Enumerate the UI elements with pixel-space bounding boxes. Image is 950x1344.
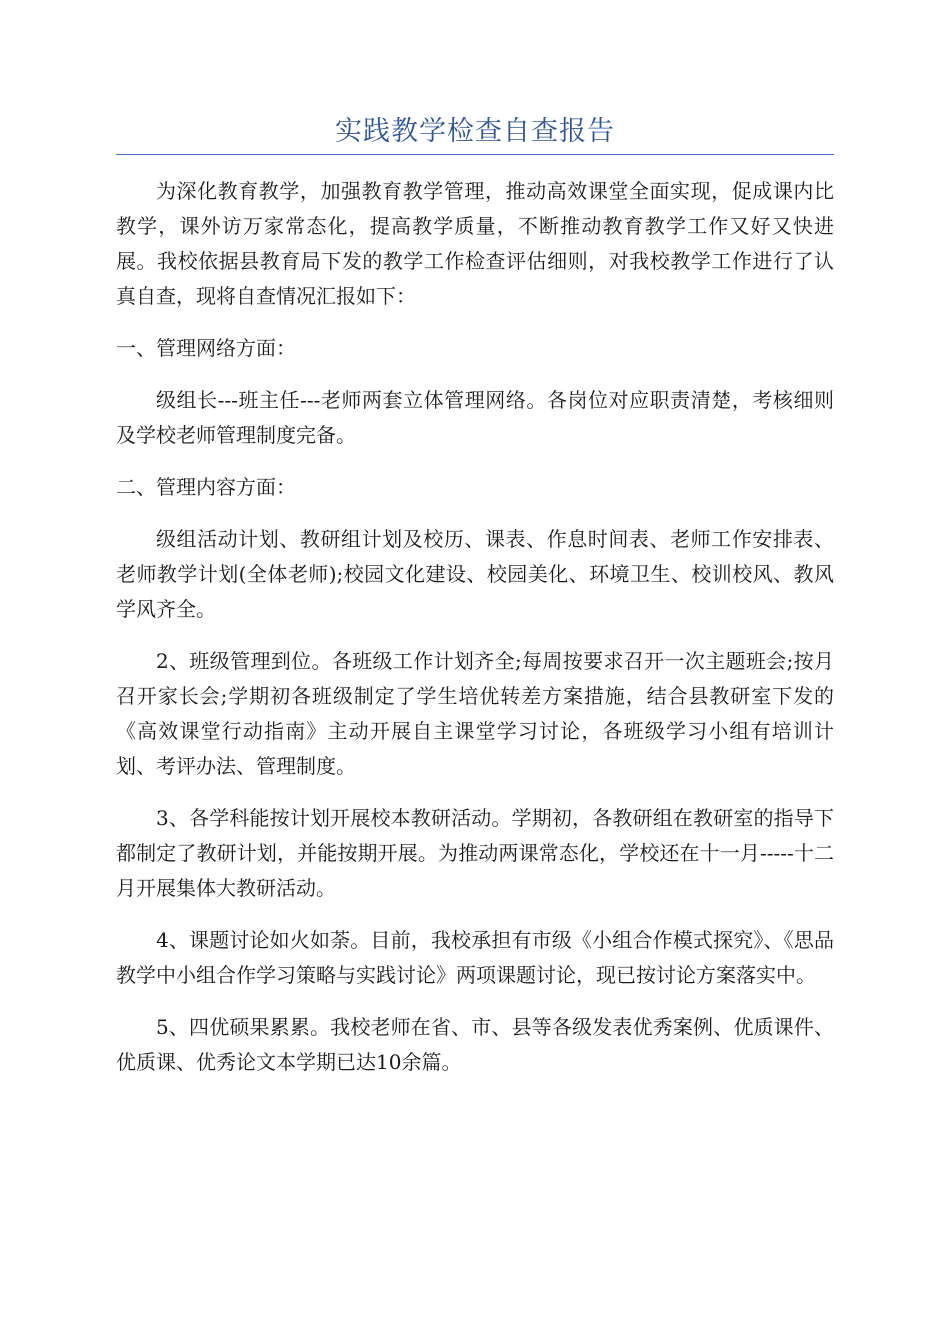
document-title: 实践教学检查自查报告 [335,116,615,147]
section-heading-2: 二、管理内容方面： [116,475,296,499]
title-underline [116,154,834,155]
paragraph-management-content: 级组活动计划、教研组计划及校历、课表、作息时间表、老师工作安排表、老师教学计划(全体老师);校园文化建设、校园美化、环境卫生、校训校风、教风学风齐全。 [116,527,834,621]
paragraph-intro: 为深化教育教学，加强教育教学管理，推动高效课堂全面实现，促成课内比教学，课外访万家常态化，提高教学质量，不断推动教育教学工作又好又快进展。我校依据县教育局下发的教学工作检查评估细则，对我校教学工作进行了认真自查，现将自查情况汇报如下： [116,179,834,308]
paragraph-item-3: 3、各学科能按计划开展校本教研活动。学期初，各教研组在教研室的指导下都制定了教研计划，并能按期开展。为推动两课常态化，学校还在十一月-----十二月开展集体大教研活动。 [116,806,834,900]
document-body [116,174,834,1097]
section-heading-1: 一、管理网络方面： [116,336,296,360]
paragraph-management-network: 级组长---班主任---老师两套立体管理网络。各岗位对应职责清楚，考核细则及学校老师管理制度完备。 [116,388,834,447]
paragraph-item-2: 2、班级管理到位。各班级工作计划齐全;每周按要求召开一次主题班会;按月召开家长会;学期初各班级制定了学生培优转差方案措施，结合县教研室下发的《高效课堂行动指南》主动开展自主课堂学习讨论，各班级学习小组有培训计划、考评办法、管理制度。 [116,649,834,778]
paragraph-item-5: 5、四优硕果累累。我校老师在省、市、县等各级发表优秀案例、优质课件、优质课、优秀论文本学期已达10余篇。 [116,1015,834,1074]
paragraph-item-4: 4、课题讨论如火如荼。目前，我校承担有市级《小组合作模式探究》、《思品教学中小组合作学习策略与实践讨论》两项课题讨论，现已按讨论方案落实中。 [116,928,834,987]
